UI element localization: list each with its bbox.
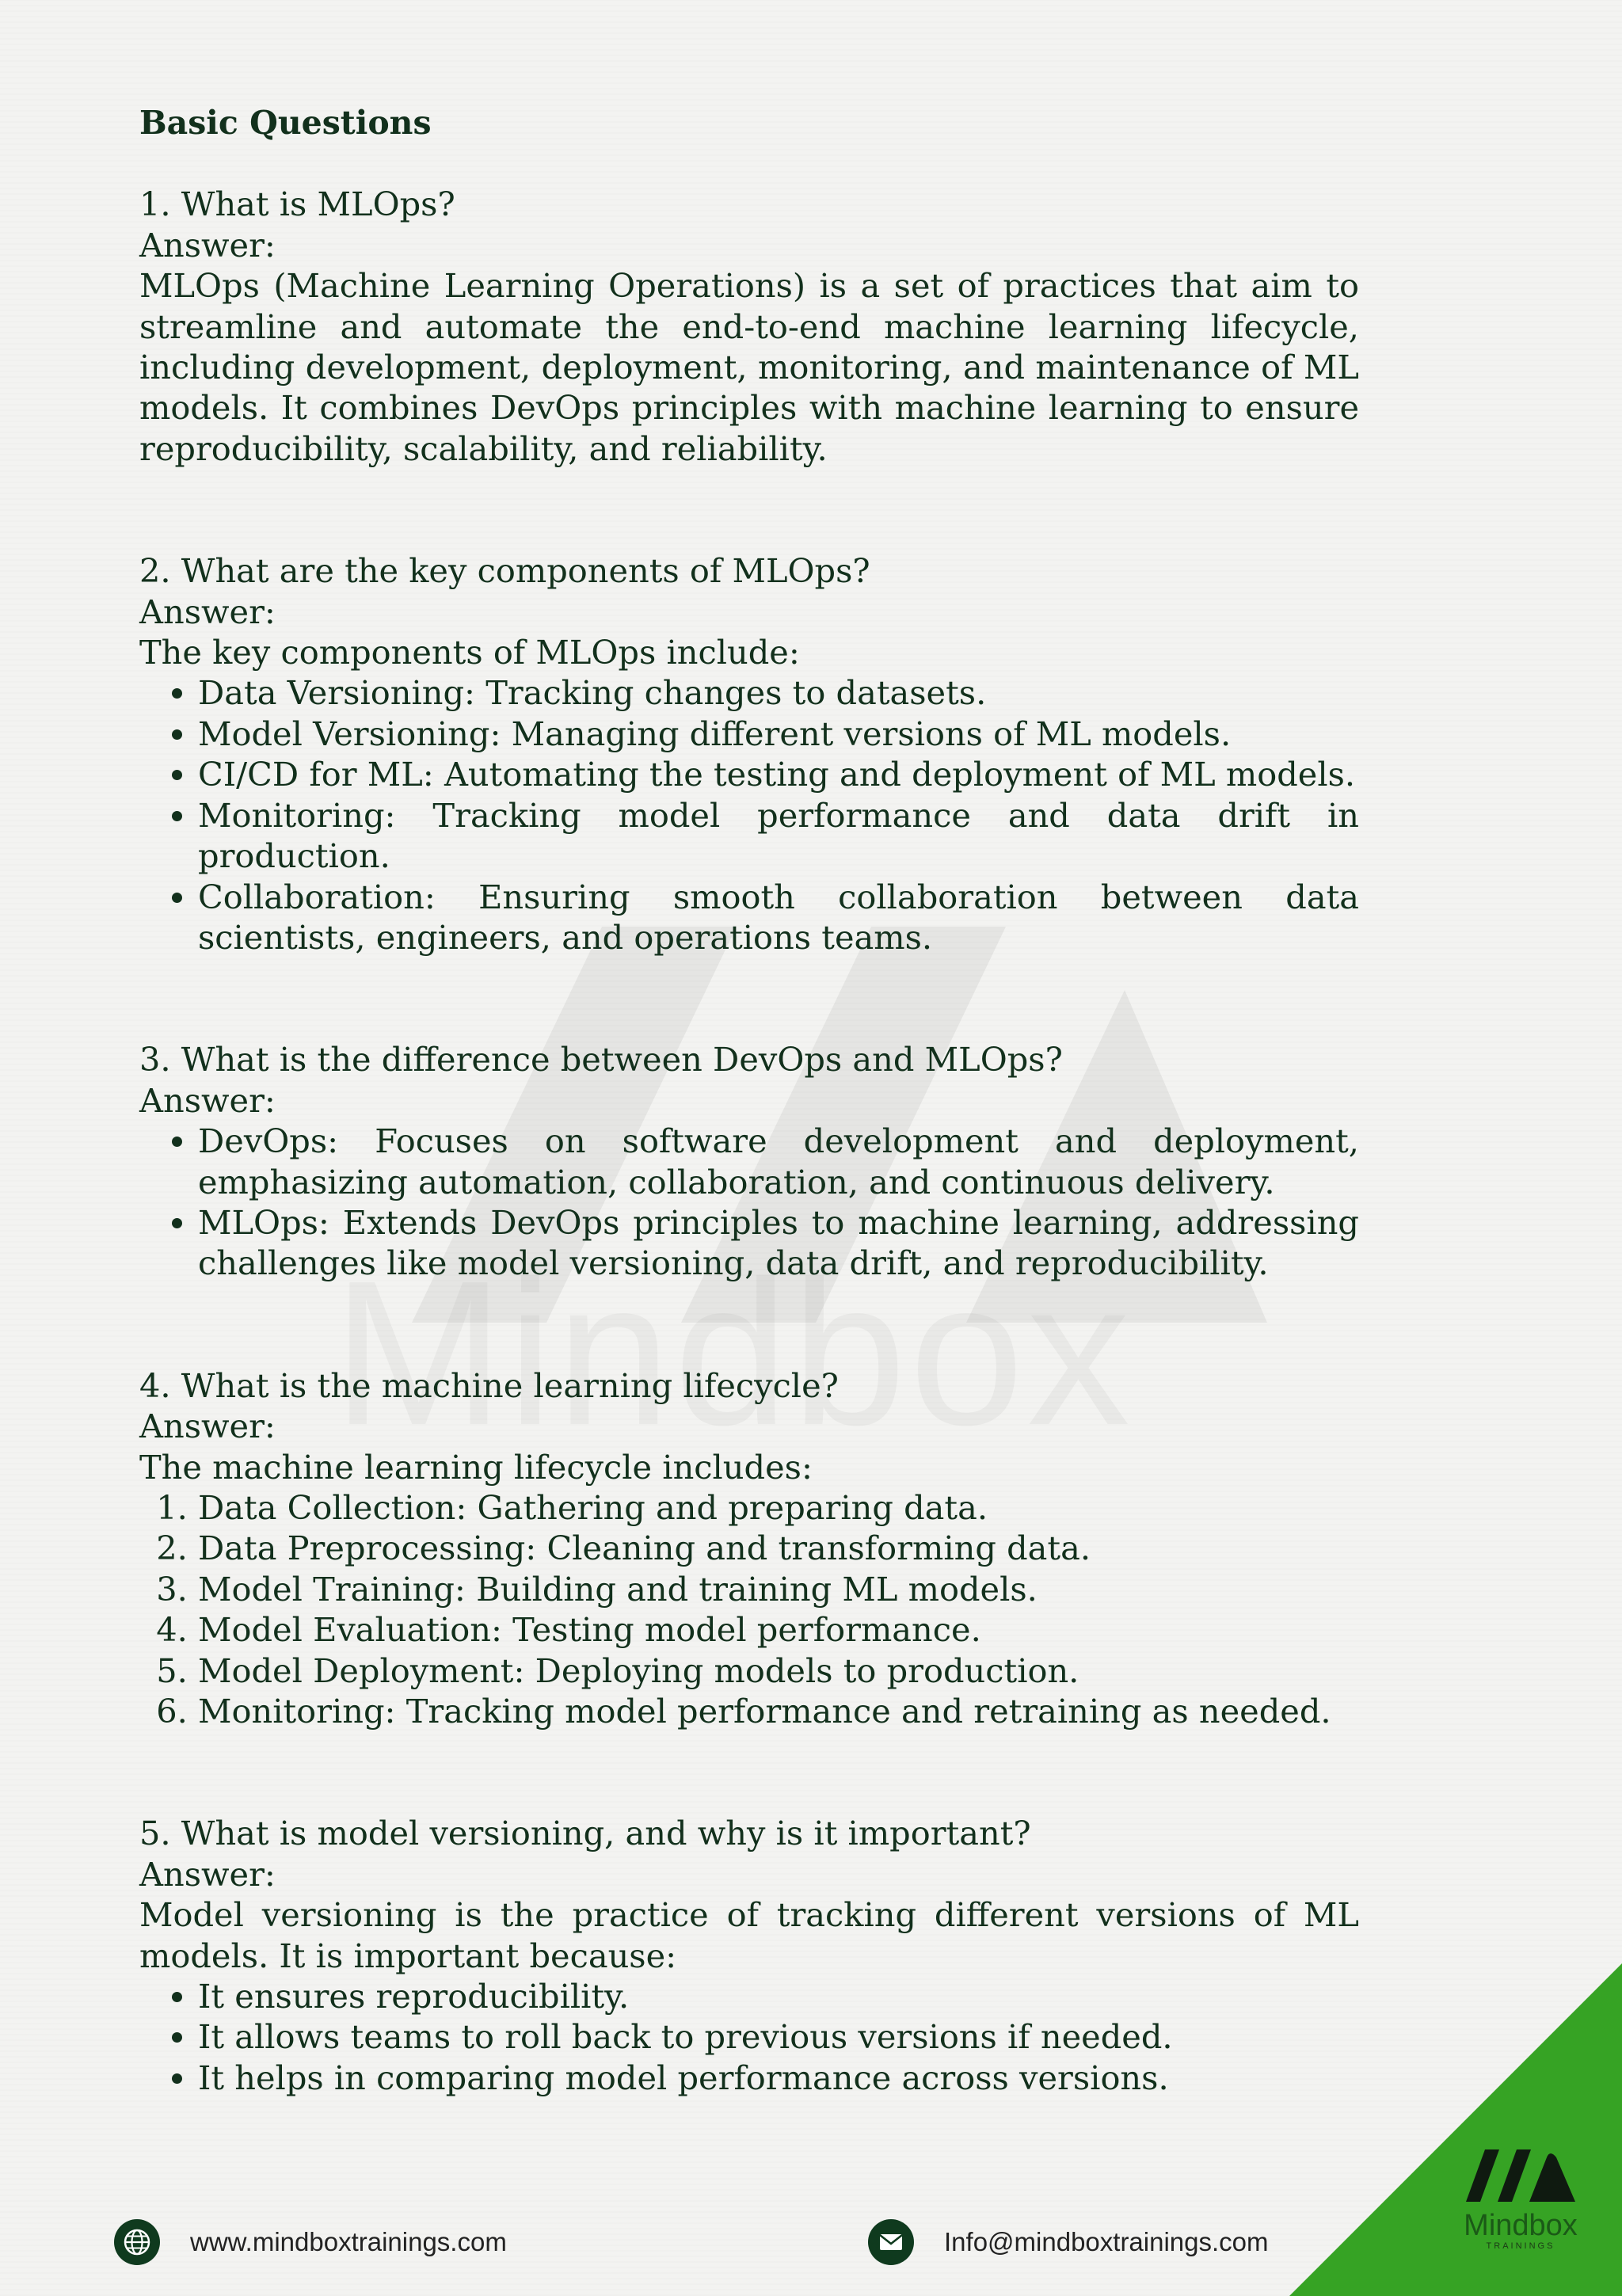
list-item: 5. Model Deployment: Deploying models to production. <box>198 1651 1359 1691</box>
brand-name: Mindbox <box>1464 2209 1578 2242</box>
question-block-1 <box>139 184 1359 469</box>
website-link[interactable]: www.mindboxtrainings.com <box>190 2227 507 2256</box>
question-2: 2. What are the key components of MLOps? <box>139 551 870 591</box>
brand-logo <box>1441 2143 1600 2251</box>
email-link[interactable]: Info@mindboxtrainings.com <box>944 2227 1269 2256</box>
document-body <box>139 103 1359 2098</box>
brand-mark-icon <box>1461 2143 1580 2207</box>
question-block-2 <box>139 550 1359 958</box>
lifecycle-list <box>139 1487 1359 1731</box>
question-3: 3. What is the difference between DevOps and MLOps? <box>139 1040 1063 1079</box>
versioning-list <box>139 1976 1359 2098</box>
question-4: 4. What is the machine learning lifecycle? <box>139 1365 839 1405</box>
list-item: • Data Versioning: Tracking changes to datasets. <box>198 672 1359 713</box>
components-list <box>139 672 1359 958</box>
question-1: 1. What is MLOps? <box>139 185 455 224</box>
brand-tagline: TRAININGS <box>1486 2241 1555 2251</box>
list-item: • It allows teams to roll back to previous versions if needed. <box>198 2016 1359 2057</box>
answer-4-intro: The machine learning lifecycle includes: <box>139 1447 813 1487</box>
list-item: • Monitoring: Tracking model performance and data drift in production. <box>198 795 1359 877</box>
question-block-3 <box>139 1039 1359 1283</box>
list-item: • It ensures reproducibility. <box>198 1976 1359 2016</box>
answer-label: Answer: <box>139 1080 276 1120</box>
list-item: • Collaboration: Ensuring smooth collaboration between data scientists, engineers, and operations teams. <box>198 877 1359 958</box>
list-item: • DevOps: Focuses on software development and deployment, emphasizing automation, collaboration, and continuous delivery. <box>198 1121 1359 1202</box>
question-5: 5. What is model versioning, and why is it important? <box>139 1814 1031 1853</box>
list-item: • MLOps: Extends DevOps principles to machine learning, addressing challenges like model versioning, data drift, and reproducibility. <box>198 1202 1359 1284</box>
answer-label: Answer: <box>139 1854 276 1894</box>
list-item: 4. Model Evaluation: Testing model performance. <box>198 1609 1359 1650</box>
list-item: • CI/CD for ML: Automating the testing and deployment of ML models. <box>198 754 1359 794</box>
question-block-4 <box>139 1365 1359 1732</box>
section-heading: Basic Questions <box>139 104 432 142</box>
list-item: • It helps in comparing model performance across versions. <box>198 2058 1359 2098</box>
answer-2-intro: The key components of MLOps include: <box>139 633 800 672</box>
difference-list <box>139 1121 1359 1284</box>
globe-icon <box>114 2219 160 2265</box>
list-item: 3. Model Training: Building and training ML models. <box>198 1569 1359 1609</box>
list-item: 1. Data Collection: Gathering and preparing data. <box>198 1487 1359 1528</box>
answer-label: Answer: <box>139 592 276 631</box>
list-item: 6. Monitoring: Tracking model performance and retraining as needed. <box>198 1691 1359 1731</box>
answer-1: MLOps (Machine Learning Operations) is a set of practices that aim to streamline and automate the end-to-end machine learning lifecycle, including development, deployment, monitoring, and maintenance of ML models. It combines DevOps principles with machine learning to ensure reproducibility, scalability, and reliability. <box>139 266 1359 468</box>
footer-website[interactable] <box>114 2214 507 2270</box>
answer-5-intro: Model versioning is the practice of tracking different versions of ML models. It is important because: <box>139 1895 1359 1975</box>
footer-email[interactable] <box>868 2214 1269 2270</box>
answer-label: Answer: <box>139 1407 276 1446</box>
answer-label: Answer: <box>139 225 276 265</box>
mail-icon <box>868 2219 914 2265</box>
list-item: 2. Data Preprocessing: Cleaning and transforming data. <box>198 1528 1359 1568</box>
question-block-5 <box>139 1813 1359 2098</box>
list-item: • Model Versioning: Managing different versions of ML models. <box>198 714 1359 754</box>
